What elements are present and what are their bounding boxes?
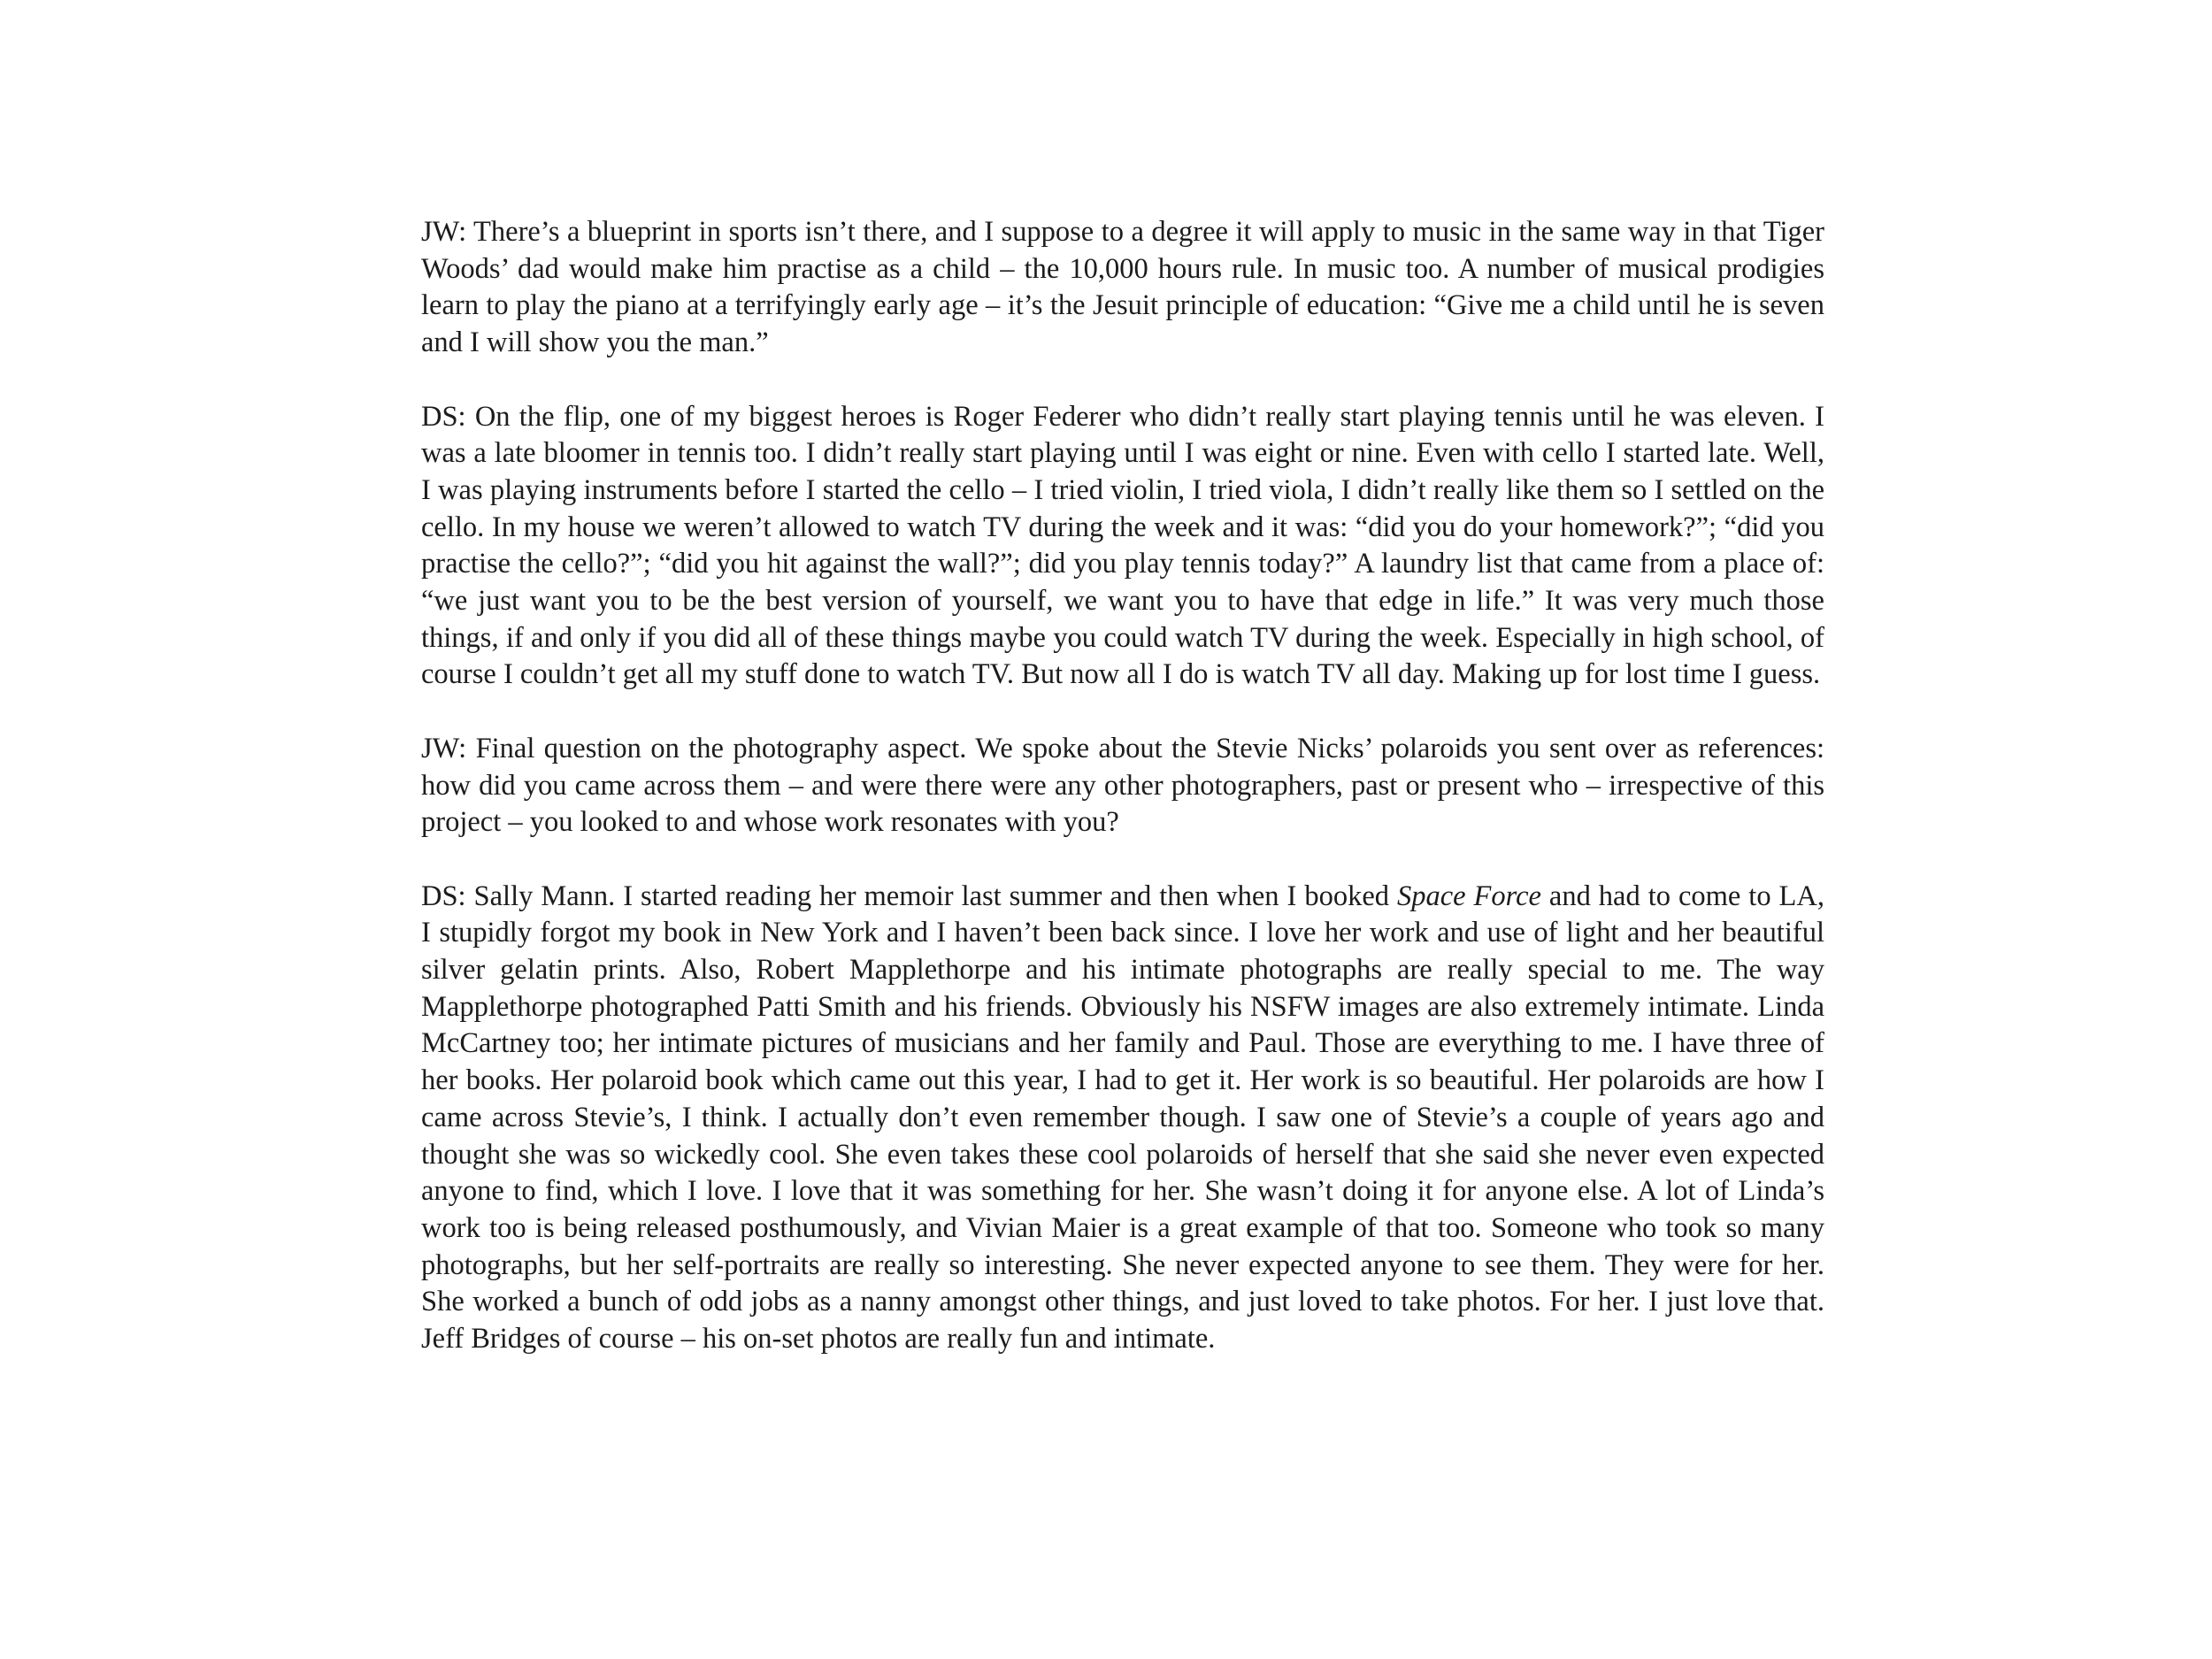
paragraph-ds-sally-mann-rest: and had to come to LA, I stupidly forgot my book in New York and I haven’t been back since. I love her work and use of light and her beautiful silver gelatin prints. Also, Robert Mapplethorpe and his intimate photographs are really special to me. The way Mapplethorpe photographed Patti Smith and his friends. Obviously his NSFW images are also extremely intimate. Linda McCartney too; her intimate pictures of musicians and her family and Paul. Those are everything to me. I have three of her books. Her polaroid book which came out this year, I had to get it. Her work is so beautiful. Her polaroids are how I came across Stevie’s, I think. I actually don’t even remember though. I saw one of Stevie’s a couple of years ago and thought she was so wickedly cool. She even takes these cool polaroids of herself that she said she never even expected anyone to find, which I love. I love that it was something for her. She wasn’t doing it for anyone else. A lot of Linda’s work too is being released posthumously, and Vivian Maier is a great example of that too. Someone who took so many photographs, but her self-portraits are really so interesting. She never expected anyone to see them. They were for her. She worked a bunch of odd jobs as a nanny amongst other things, and just loved to take photos. For her. I just love that. Jeff Bridges of course – his on-set photos are really fun and intimate.	[421, 879, 1824, 1356]
paragraph-ds-sally-mann-lead: DS: Sally Mann. I started reading her memoir last summer and then when I booked	[421, 879, 1397, 912]
interview-text-column	[421, 214, 1824, 1358]
paragraph-jw-blueprint: JW: There’s a blueprint in sports isn’t there, and I suppose to a degree it will apply to music in the same way in that Tiger Woods’ dad would make him practise as a child – the 10,000 hours rule. In music too. A number of musical prodigies learn to play the piano at a terrifyingly early age – it’s the Jesuit principle of education: “Give me a child until he is seven and I will show you the man.”	[421, 216, 1824, 359]
paragraph-jw-photography: JW: Final question on the photography aspect. We spoke about the Stevie Nicks’ polaroids you sent over as references: how did you came across them – and were there were any other photographers, past or present who – irrespective of this project – you looked to and whose work resonates with you?	[421, 732, 1824, 839]
space-force-title: Space Force	[1396, 879, 1541, 912]
paragraph-ds-federer: DS: On the flip, one of my biggest heroes is Roger Federer who didn’t really start playing tennis until he was eleven. I was a late bloomer in tennis too. I didn’t really start playing until I was eight or nine. Even with cello I started late. Well, I was playing instruments before I started the cello – I tried violin, I tried viola, I didn’t really like them so I settled on the cello. In my house we weren’t allowed to watch TV during the week and it was: “did you do your homework?”; “did you practise the cello?”; “did you hit against the wall?”; did you play tennis today?” A laundry list that came from a place of: “we just want you to be the best version of yourself, we want you to have that edge in life.” It was very much those things, if and only if you did all of these things maybe you could watch TV during the week. Especially in high school, of course I couldn’t get all my stuff done to watch TV. But now all I do is watch TV all day. Making up for lost time I guess.	[421, 400, 1824, 691]
paragraph-ds-sally-mann	[421, 879, 1824, 1358]
